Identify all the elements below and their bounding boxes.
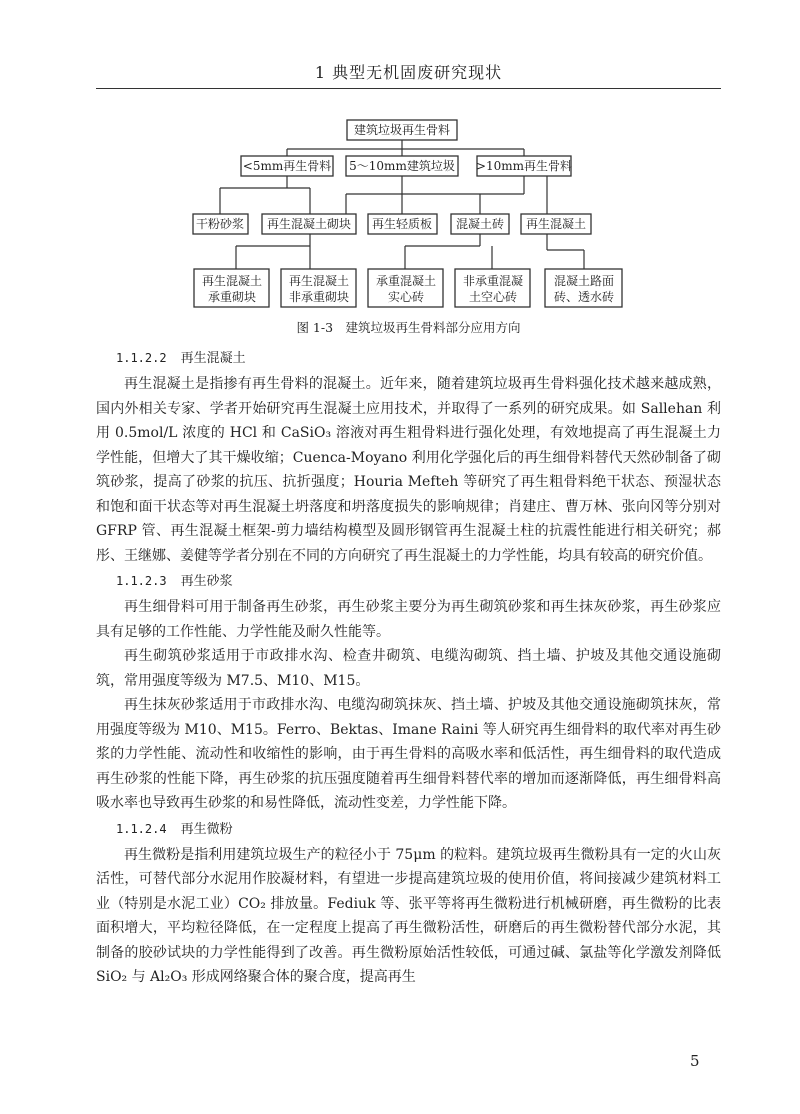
section-number: 1.1.2.3: [116, 574, 167, 588]
paragraph: 再生微粉是指利用建筑垃圾生产的粒径小于 75μm 的粒料。建筑垃圾再生微粉具有一定的火山灰活性，可替代部分水泥用作胶凝材料，有望进一步提高建筑垃圾的使用价值，将间接减少建筑材料工业（特别是水泥工业）CO₂ 排放量。Fediuk 等、张平等将再生微粉进行机械研磨，再生微粉的比表面积增大，平均粒径降低，在一定程度上提高了再生微粉活性，研磨后的再生微粉替代部分水泥，其制备的胶砂试块的力学性能得到了改善。再生微粉原始活性较低，可通过碱、氯盐等化学激发剂降低 SiO₂ 与 Al₂O₃ 形成网络聚合体的聚合度，提高再生: [96, 846, 721, 985]
node-level3-dry-mortar: [193, 214, 248, 234]
flowchart: [0, 0, 800, 330]
node-level2-coarse-label: >10mm再生骨料: [475, 159, 573, 173]
paragraph: 再生混凝土是指掺有再生骨料的混凝土。近年来，随着建筑垃圾再生骨料强化技术越来越成熟，国内外相关专家、学者开始研究再生混凝土应用技术，并取得了一系列的研究成果。如 Sallehan 利用 0.5mol/L 浓度的 HCl 和 CaSiO₃ 溶液对再生粗骨料进行强化处理，有效地提高了再生混凝土力学性能，但增大了其干燥收缩；Cuenca-Moyano 利用化学强化后的再生细骨料替代天然砂制备了砌筑砂浆，提高了砂浆的抗压、抗折强度；Houria Mefteh 等研究了再生粗骨料绝干状态、预湿状态和饱和面干状态等对再生混凝土坍落度和坍落度损失的影响规律；肖建庄、曹万林、张向冈等分别对 GFRP 管、再生混凝土框架-剪力墙结构模型及圆形钢管再生混凝土柱的抗震性能进行相关研究；郝彤、王继娜、姜健等学者分别在不同的方向研究了再生混凝土的力学性能，均具有较高的研究价值。: [96, 376, 721, 564]
paragraph: 再生砌筑砂浆适用于市政排水沟、检查井砌筑、电缆沟砌筑、挡土墙、护坡及其他交通设施砌筑，常用强度等级为 M7.5、M10、M15。: [96, 648, 721, 689]
node-level2-mid: [346, 156, 458, 176]
section-number: 1.1.2.4: [116, 821, 167, 836]
paragraph: 再生抹灰砂浆适用于市政排水沟、电缆沟砌筑抹灰、挡土墙、护坡及其他交通设施砌筑抹灰，常用强度等级为 M10、M15。Ferro、Bektas、Imane Raini 等人研究再生细骨料的取代率对再生砂浆的力学性能、流动性和收缩性的影响，由于再生骨料的高吸水率和低活性，再生细骨料的取代造成再生砂浆的性能下降，再生砂浆的抗压强度随着再生细骨料替代率的增加而逐渐降低，再生细骨料高吸水率也导致再生砂浆的和易性降低，流动性变差，力学性能下降。: [96, 697, 721, 811]
page-number: 5: [690, 1052, 700, 1070]
node-level3-concrete: [521, 214, 591, 234]
node-root-label: 建筑垃圾再生骨料: [353, 123, 451, 137]
section-heading: [96, 816, 721, 843]
node-level4-hollow-brick: [455, 269, 530, 307]
node-level3-block: [262, 214, 356, 234]
node-level4-load-block: [194, 269, 269, 307]
section-title: 再生微粉: [180, 821, 233, 837]
node-level4-solid-brick-line1: 承重混凝土: [375, 274, 437, 288]
node-level3-board: [368, 214, 437, 234]
node-level4-paving-brick-line1: 混凝土路面: [553, 274, 615, 288]
section-heading: [96, 568, 721, 595]
node-level3-concrete-label: 再生混凝土: [525, 217, 587, 231]
node-level3-board-label: 再生轻质板: [371, 217, 433, 231]
node-level2-fine: [241, 156, 333, 176]
paragraph: 再生细骨料可用于制备再生砂浆，再生砂浆主要分为再生砌筑砂浆和再生抹灰砂浆，再生砂浆应具有足够的工作性能、力学性能及耐久性能等。: [96, 599, 721, 640]
section-title: 再生砂浆: [180, 574, 233, 589]
node-level3-brick: [451, 214, 509, 234]
node-level4-solid-brick-line2: 实心砖: [387, 290, 425, 304]
running-header: 1 典型无机固废研究现状: [314, 63, 503, 82]
node-level4-load-block-line1: 再生混凝土: [201, 274, 263, 288]
node-level4-hollow-brick-line1: 非承重混凝: [462, 274, 524, 288]
section-title: 再生混凝土: [180, 351, 246, 366]
node-level3-brick-label: 混凝土砖: [455, 217, 505, 231]
node-level4-nonload-block: [281, 269, 356, 307]
node-level2-mid-label: 5～10mm建筑垃圾: [349, 159, 455, 173]
figure-caption: 图 1-3 建筑垃圾再生骨料部分应用方向: [296, 320, 521, 335]
node-level4-solid-brick: [368, 269, 443, 307]
section-heading: [96, 345, 721, 372]
body-content: [96, 345, 721, 990]
node-level2-coarse: [476, 156, 572, 176]
node-level4-nonload-block-line1: 再生混凝土: [288, 274, 350, 288]
section-number: 1.1.2.2: [116, 351, 167, 365]
node-level4-paving-brick-line2: 砖、透水砖: [553, 290, 615, 304]
node-level4-hollow-brick-line2: 土空心砖: [468, 290, 518, 304]
node-level3-dry-mortar-label: 干粉砂浆: [195, 217, 245, 231]
node-level3-block-label: 再生混凝土砌块: [266, 217, 352, 231]
node-root: [347, 120, 457, 140]
node-level4-nonload-block-line2: 非承重砌块: [288, 290, 350, 304]
node-level4-load-block-line2: 承重砌块: [207, 290, 257, 304]
node-level4-paving-brick: [545, 269, 622, 307]
node-level2-fine-label: <5mm再生骨料: [242, 159, 332, 173]
